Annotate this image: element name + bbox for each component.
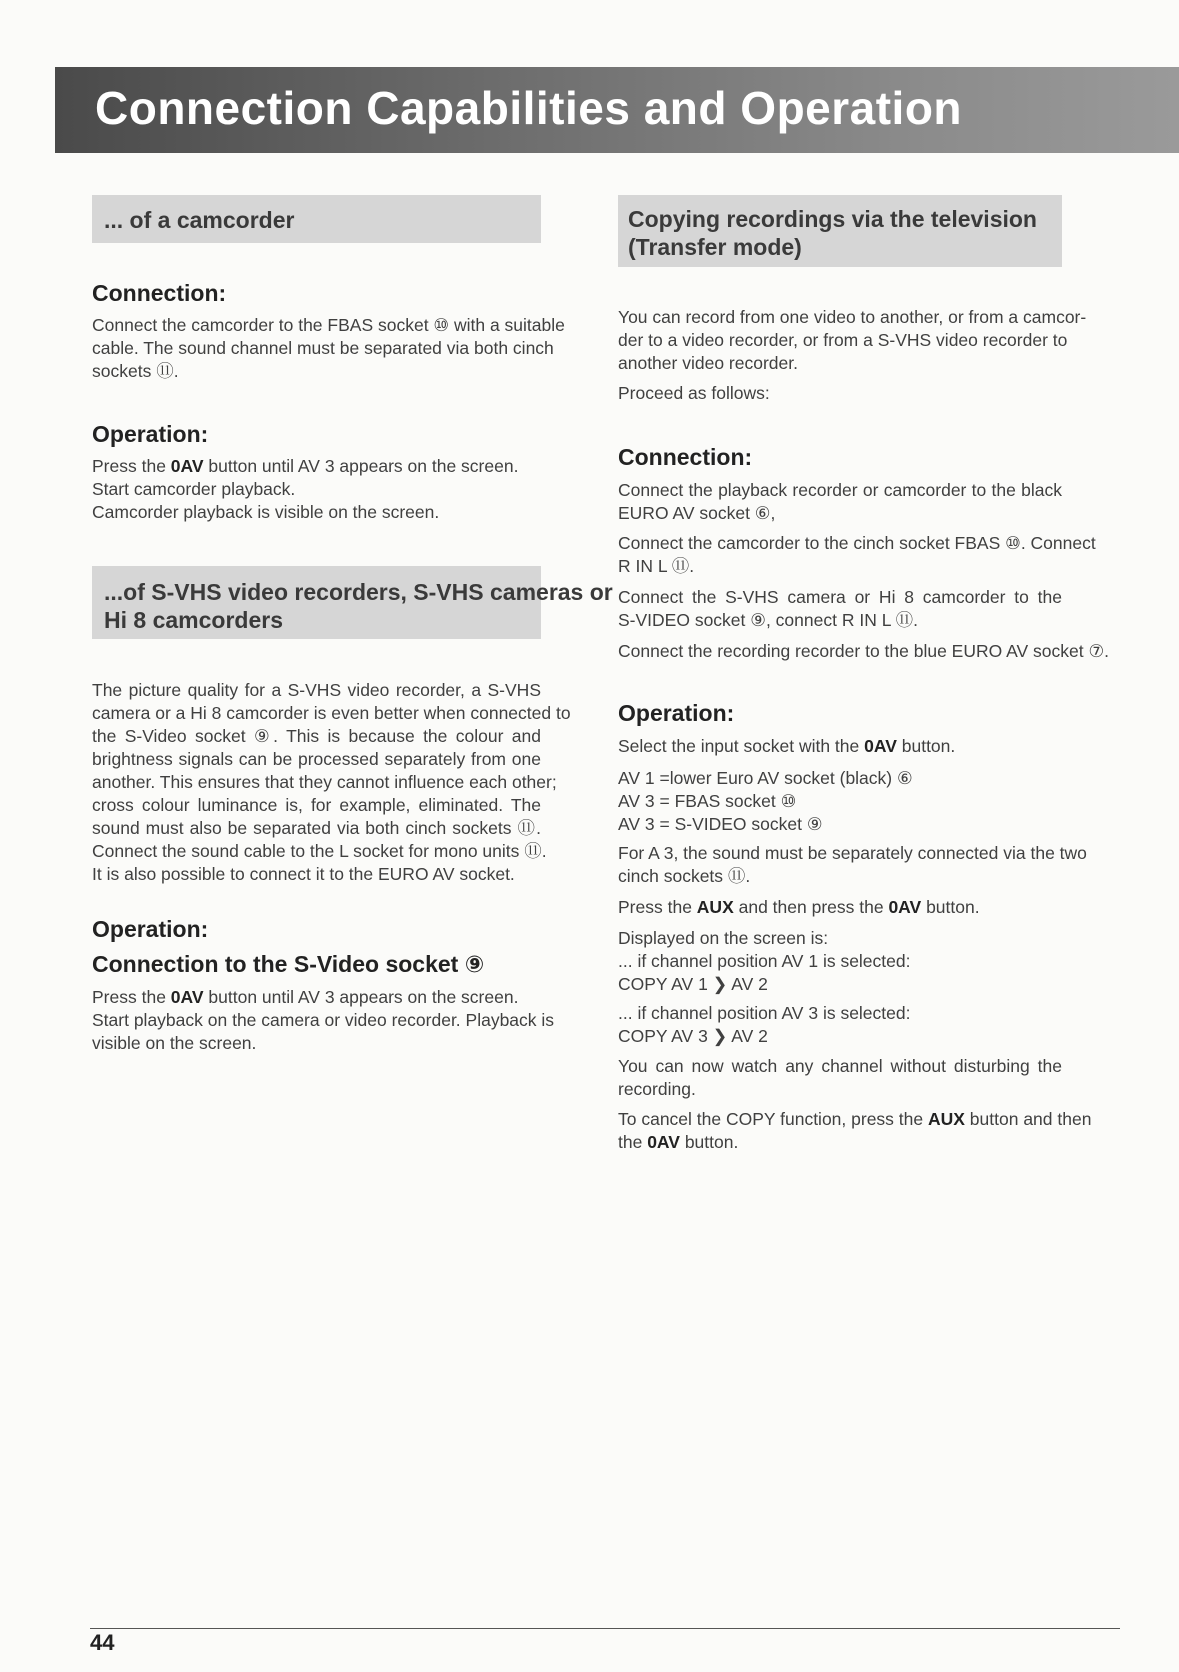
text-line: COPY AV 1 ❯ AV 2	[618, 974, 768, 994]
text-line: visible on the screen.	[92, 1033, 257, 1053]
text-line: camera or a Hi 8 camcorder is even better when connected to	[92, 703, 571, 723]
text-segment: Press the	[92, 987, 171, 1007]
text-line: The picture quality for a S-VHS video recorder, a S-VHS	[92, 680, 541, 700]
text-line: S-VIDEO socket ⑨, connect R IN L ⑪.	[618, 610, 918, 630]
list-item: AV 3 = S-VIDEO socket ⑨	[618, 814, 823, 834]
svhs-section-title-line2: Hi 8 camcorders	[104, 607, 283, 633]
text-line: Connect the camcorder to the FBAS socket ⑩ with a suitable	[92, 315, 565, 335]
page-title-banner	[55, 67, 1179, 153]
svhs-description	[92, 679, 571, 886]
svideo-operation-text	[92, 986, 555, 1055]
oav-button-label: 0AV	[888, 897, 922, 917]
text-line: You can record from one video to another, or from a camcor-	[618, 307, 1087, 327]
oav-button-label: 0AV	[864, 736, 897, 756]
text-segment: Select the input socket with the	[618, 736, 865, 756]
text-line	[92, 455, 541, 478]
text-line	[618, 1108, 1092, 1131]
text-segment: button until AV 3 appears on the screen.	[203, 456, 519, 476]
copy-connection-heading: Connection:	[618, 444, 753, 470]
text-line: the S-Video socket ⑨. This is because the colour and	[92, 726, 541, 746]
text-segment: Press the	[618, 897, 697, 917]
oav-button-label: 0AV	[170, 456, 204, 476]
text-line: Connect the S-VHS camera or Hi 8 camcorder to the	[618, 587, 1062, 607]
footer-rule	[90, 1628, 1120, 1629]
for-a3-note	[618, 842, 1087, 888]
page-number: 44	[90, 1630, 115, 1655]
camcorder-connection-heading: Connection:	[92, 280, 227, 306]
op-select-text	[618, 735, 1062, 758]
text-line: R IN L ⑪.	[618, 556, 695, 576]
camcorder-operation-text	[92, 455, 541, 524]
svideo-connection-heading: Connection to the S-Video socket ⑨	[92, 951, 485, 977]
copy-section-title-line2: (Transfer mode)	[628, 234, 802, 260]
conn-step-4	[618, 640, 1110, 663]
text-line: COPY AV 3 ❯ AV 2	[618, 1026, 768, 1046]
text-segment: button.	[896, 736, 956, 756]
camcorder-operation-heading: Operation:	[92, 421, 209, 447]
text-line: Displayed on the screen is:	[618, 928, 829, 948]
text-segment: button until AV 3 appears on the screen.	[203, 987, 519, 1007]
text-segment: button.	[679, 1132, 739, 1152]
aux-button-label: AUX	[696, 897, 734, 917]
text-line: sockets ⑪.	[92, 361, 179, 381]
copy-section-header	[618, 195, 1062, 267]
text-line: Connect the playback recorder or camcorder to the black	[618, 480, 1062, 500]
text-line: der to a video recorder, or from a S-VHS video recorder to	[618, 330, 1068, 350]
text-line: another. This ensures that they cannot influence each other;	[92, 772, 557, 792]
text-line: ... if channel position AV 1 is selected:	[618, 951, 911, 971]
list-item: AV 1 =lower Euro AV socket (black) ⑥	[618, 768, 913, 788]
text-line: EURO AV socket ⑥,	[618, 503, 776, 523]
list-item: AV 3 = FBAS socket ⑩	[618, 791, 797, 811]
text-segment: button.	[921, 897, 980, 917]
text-line: Connect the sound cable to the L socket for mono units ⑪.	[92, 841, 547, 861]
copy-section-title-line1: Copying recordings via the television	[628, 206, 1037, 232]
text-line: cross colour luminance is, for example, eliminated. The	[92, 795, 541, 815]
conn-step-1	[618, 479, 1062, 525]
text-line: It is also possible to connect it to the EURO AV socket.	[92, 864, 515, 884]
svhs-section-header	[92, 566, 613, 639]
copy-operation-heading: Operation:	[618, 700, 735, 726]
text-segment: Press the	[92, 456, 171, 476]
text-line: cable. The sound channel must be separated via both cinch	[92, 338, 554, 358]
text-segment: and then press the	[733, 897, 889, 917]
text-line: cinch sockets ⑪.	[618, 866, 751, 886]
text-line: brightness signals can be processed separately from one	[92, 749, 541, 769]
av-socket-list	[618, 767, 1062, 836]
proceed-text: Proceed as follows:	[618, 383, 770, 403]
text-line: For A 3, the sound must be separately connected via the two	[618, 843, 1087, 863]
text-line: You can now watch any channel without disturbing the	[618, 1056, 1062, 1076]
conn-step-3	[618, 586, 1062, 632]
page-title: Connection Capabilities and Operation	[95, 82, 963, 134]
press-aux-text	[618, 896, 1062, 919]
camcorder-section-title: ... of a camcorder	[104, 207, 295, 233]
text-line	[92, 986, 541, 1009]
displayed-text	[618, 927, 1062, 996]
text-line: Start playback on the camera or video recorder. Playback is	[92, 1010, 555, 1030]
text-segment: To cancel the COPY function, press the	[618, 1109, 928, 1129]
watch-text	[618, 1055, 1062, 1101]
text-line: sound must also be separated via both cinch sockets ⑪.	[92, 818, 541, 838]
text-segment: button and then	[964, 1109, 1092, 1129]
text-line	[618, 735, 1062, 758]
oav-button-label: 0AV	[647, 1132, 680, 1152]
text-line	[618, 896, 1062, 919]
svhs-section-title-line1: ...of S-VHS video recorders, S-VHS cameras or	[104, 579, 613, 605]
cancel-text	[618, 1108, 1092, 1154]
av3-display-text	[618, 1002, 1062, 1048]
text-line: recording.	[618, 1079, 696, 1099]
camcorder-section-header	[92, 195, 541, 243]
oav-button-label: 0AV	[170, 987, 204, 1007]
svhs-operation-heading: Operation:	[92, 916, 209, 942]
camcorder-connection-text	[92, 314, 565, 383]
text-line: Start camcorder playback.	[92, 479, 296, 499]
text-line	[618, 1131, 1062, 1154]
conn-step-2	[618, 532, 1096, 578]
text-line: another video recorder.	[618, 353, 798, 373]
text-line: Connect the recording recorder to the blue EURO AV socket ⑦.	[618, 641, 1110, 661]
text-line: ... if channel position AV 3 is selected:	[618, 1003, 911, 1023]
text-segment: the	[618, 1132, 648, 1152]
aux-button-label: AUX	[927, 1109, 965, 1129]
copy-intro	[618, 306, 1087, 375]
text-line: Camcorder playback is visible on the screen.	[92, 502, 440, 522]
text-line: Connect the camcorder to the cinch socket FBAS ⑩. Connect	[618, 533, 1096, 553]
